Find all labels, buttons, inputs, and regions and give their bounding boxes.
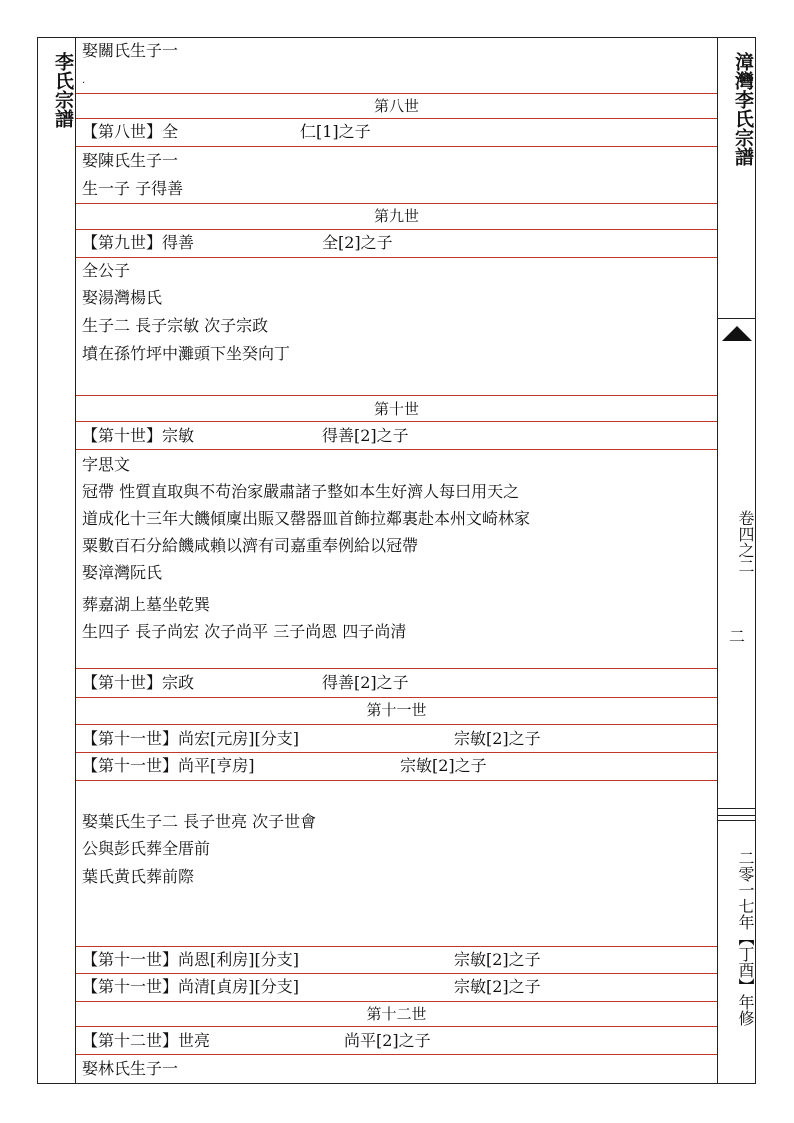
double-rule: [718, 808, 755, 816]
entry-header: [82, 949, 541, 971]
entry-name: 【第八世】全: [82, 122, 179, 141]
entry-header: [82, 1030, 431, 1052]
entry-parent: 尚平[2]之子: [344, 1031, 431, 1050]
red-rule: [76, 257, 717, 258]
text-line: 道成化十三年大饑傾廩出賑又罄器皿首飾拉鄰裏赴本州文崎林家: [82, 509, 531, 528]
edition-year: 二零一七年【丁酉】年修: [736, 850, 755, 1026]
entry-parent: 宗敏[2]之子: [400, 756, 487, 775]
genealogy-content: [76, 38, 717, 1083]
entry-name: 【第十世】宗政: [82, 673, 195, 692]
column-rule: [718, 820, 755, 821]
red-rule: [76, 1026, 717, 1027]
right-margin-column: [717, 38, 755, 1083]
text-line: 墳在孫竹坪中灘頭下坐癸向丁: [82, 344, 291, 363]
red-rule: [76, 449, 717, 450]
generation-heading: 第九世: [373, 207, 419, 225]
entry-parent: 得善[2]之子: [322, 426, 409, 445]
text-line: 粟數百石分給饑咸賴以濟有司嘉重奉例給以冠帶: [82, 536, 419, 555]
entry-name: 【第十一世】尚清[貞房][分支]: [82, 977, 299, 996]
red-rule: [76, 146, 717, 147]
text-line: 娶關氏生子一: [82, 41, 179, 60]
text-line: 全公子: [82, 261, 131, 280]
chevron-up-icon: [722, 323, 752, 341]
text-line: 字思文: [82, 455, 131, 474]
dot-mark: .: [82, 75, 86, 86]
entry-header: [82, 232, 393, 254]
generation-heading: 第十世: [373, 400, 419, 418]
entry-header: [82, 121, 371, 143]
entry-header: [82, 755, 487, 777]
entry-parent: 全[2]之子: [322, 233, 393, 252]
red-rule: [76, 93, 717, 94]
red-rule: [76, 752, 717, 753]
red-rule: [76, 973, 717, 974]
red-rule: [76, 421, 717, 422]
volume-label: 卷四之二: [736, 510, 755, 574]
entry-name: 【第十一世】尚恩[利房][分支]: [82, 950, 299, 969]
red-rule: [76, 946, 717, 947]
text-line: 葉氏黄氏葬前際: [82, 867, 195, 886]
text-line: 生子二 長子宗敏 次子宗政: [82, 316, 269, 335]
entry-parent: 宗敏[2]之子: [454, 950, 541, 969]
text-line: 娶葉氏生子二 長子世亮 次子世會: [82, 812, 317, 831]
entry-parent: 宗敏[2]之子: [454, 977, 541, 996]
red-rule: [76, 697, 717, 698]
entry-header: [82, 672, 409, 694]
red-rule: [76, 1001, 717, 1002]
text-line: 公與彭氏葬全厝前: [82, 839, 211, 858]
red-rule: [76, 118, 717, 119]
red-rule: [76, 668, 717, 669]
text-line: 葬嘉湖上墓坐乾巽: [82, 595, 211, 614]
entry-header: [82, 976, 541, 998]
generation-heading: 第十一世: [366, 701, 427, 719]
column-rule: [718, 318, 755, 319]
left-book-title: 李氏宗譜: [52, 52, 74, 128]
text-line: 生一子 子得善: [82, 179, 184, 198]
entry-name: 【第十世】宗敏: [82, 426, 195, 445]
red-rule: [76, 780, 717, 781]
page-frame: [37, 37, 756, 1084]
red-rule: [76, 229, 717, 230]
text-line: 娶林氏生子一: [82, 1059, 179, 1078]
page-number: 二: [728, 627, 745, 646]
entry-name: 【第十二世】世亮: [82, 1031, 211, 1050]
text-line: 娶陳氏生子一: [82, 151, 179, 170]
generation-heading: 第十二世: [366, 1005, 427, 1023]
entry-parent: 仁[1]之子: [300, 122, 371, 141]
generation-heading: 第八世: [373, 97, 419, 115]
entry-name: 【第十一世】尚平[亨房]: [82, 756, 255, 775]
red-rule: [76, 1054, 717, 1055]
entry-header: [82, 425, 409, 447]
red-rule: [76, 203, 717, 204]
text-line: 娶漳灣阮氏: [82, 563, 163, 582]
text-line: 生四子 長子尚宏 次子尚平 三子尚恩 四子尚清: [82, 622, 407, 641]
red-rule: [76, 395, 717, 396]
entry-name: 【第十一世】尚宏[元房][分支]: [82, 729, 299, 748]
red-rule: [76, 724, 717, 725]
right-book-title: 漳灣李氏宗譜: [732, 52, 754, 166]
text-line: 冠帶 性質直取與不苟治家嚴肅諸子整如本生好濟人每曰用天之: [82, 482, 520, 501]
text-line: 娶湯灣楊氏: [82, 288, 163, 307]
entry-parent: 得善[2]之子: [322, 673, 409, 692]
entry-name: 【第九世】得善: [82, 233, 195, 252]
entry-header: [82, 728, 541, 750]
left-margin-column: [38, 38, 76, 1083]
entry-parent: 宗敏[2]之子: [454, 729, 541, 748]
